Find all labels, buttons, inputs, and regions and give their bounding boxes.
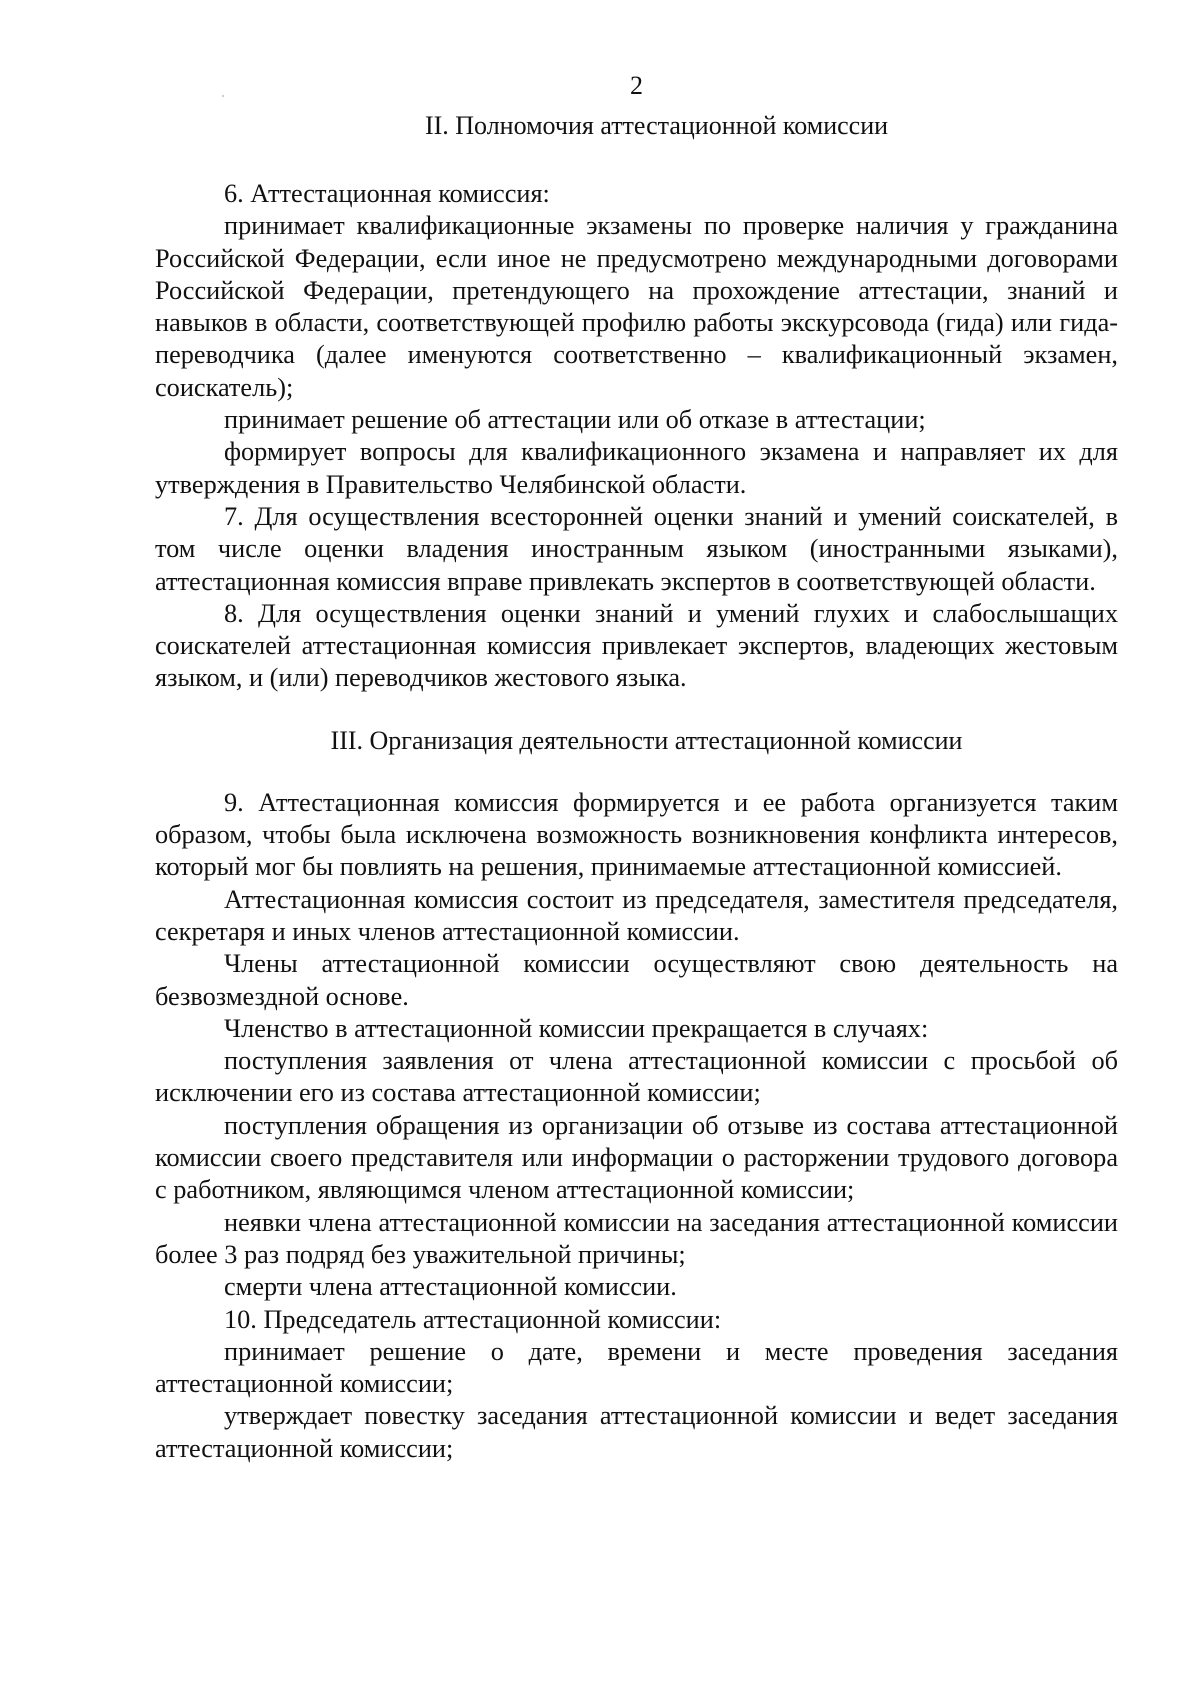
- paragraph: принимает квалификационные экзамены по проверке наличия у гражданина Российской Федерации, если иное не предусмотрено международными договорами Российской Федерации, претендующего на прохождение аттестации, знаний и навыков в области, соответствующей профилю работы экскурсовода (гида) или гида-переводчика (далее именуются соответственно – квалификационный экзамен, соискатель);: [155, 211, 1118, 402]
- section-2-heading: II. Полномочия аттестационной комиссии: [424, 111, 889, 140]
- paragraph: поступления заявления от члена аттестационной комиссии с просьбой об исключении его из состава аттестационной комиссии;: [155, 1046, 1118, 1108]
- paragraph: формирует вопросы для квалификационного экзамена и направляет их для утверждения в Правительство Челябинской области.: [155, 437, 1118, 499]
- page-number: 2: [630, 71, 643, 100]
- paragraph: принимает решение об аттестации или об отказе в аттестации;: [224, 405, 926, 435]
- section-3-heading: III. Организация деятельности аттестационной комиссии: [330, 725, 963, 755]
- paragraph: Членство в аттестационной комиссии прекращается в случаях:: [224, 1013, 929, 1043]
- paragraph: Аттестационная комиссия состоит из председателя, заместителя председателя, секретаря и иных членов аттестационной комиссии.: [155, 884, 1118, 946]
- paragraph: Члены аттестационной комиссии осуществляют свою деятельность на безвозмездной основе.: [155, 949, 1118, 1011]
- paragraph: 8. Для осуществления оценки знаний и умений глухих и слабослышащих соискателей аттестационная комиссия привлекает экспертов, владеющих жестовым языком, и (или) переводчиков жестового языка.: [155, 598, 1118, 693]
- paragraph: 7. Для осуществления всесторонней оценки знаний и умений соискателей, в том числе оценки владения иностранным языком (иностранными языками), аттестационная комиссия вправе привлекать экспертов в соответствующей области.: [155, 501, 1118, 596]
- paragraph: поступления обращения из организации об отзыве из состава аттестационной комиссии своего представителя или информации о расторжении трудового договора с работником, являющимся членом аттестационной комиссии;: [155, 1110, 1118, 1205]
- paragraph: 10. Председатель аттестационной комиссии:: [224, 1304, 722, 1334]
- paragraph: смерти члена аттестационной комиссии.: [224, 1272, 677, 1302]
- paragraph: неявки члена аттестационной комиссии на заседания аттестационной комиссии более 3 раз подряд без уважительной причины;: [155, 1207, 1118, 1269]
- paragraph: 9. Аттестационная комиссия формируется и ее работа организуется таким образом, чтобы была исключена возможность возникновения конфликта интересов, который мог бы повлиять на решения, принимаемые аттестационной комиссией.: [155, 787, 1118, 882]
- document-page: [155, 70, 1118, 1465]
- paragraph: утверждает повестку заседания аттестационной комиссии и ведет заседания аттестационной комиссии;: [155, 1401, 1118, 1463]
- paragraph: принимает решение о дате, времени и месте проведения заседания аттестационной комиссии;: [155, 1336, 1118, 1399]
- paragraph: 6. Аттестационная комиссия:: [224, 179, 550, 208]
